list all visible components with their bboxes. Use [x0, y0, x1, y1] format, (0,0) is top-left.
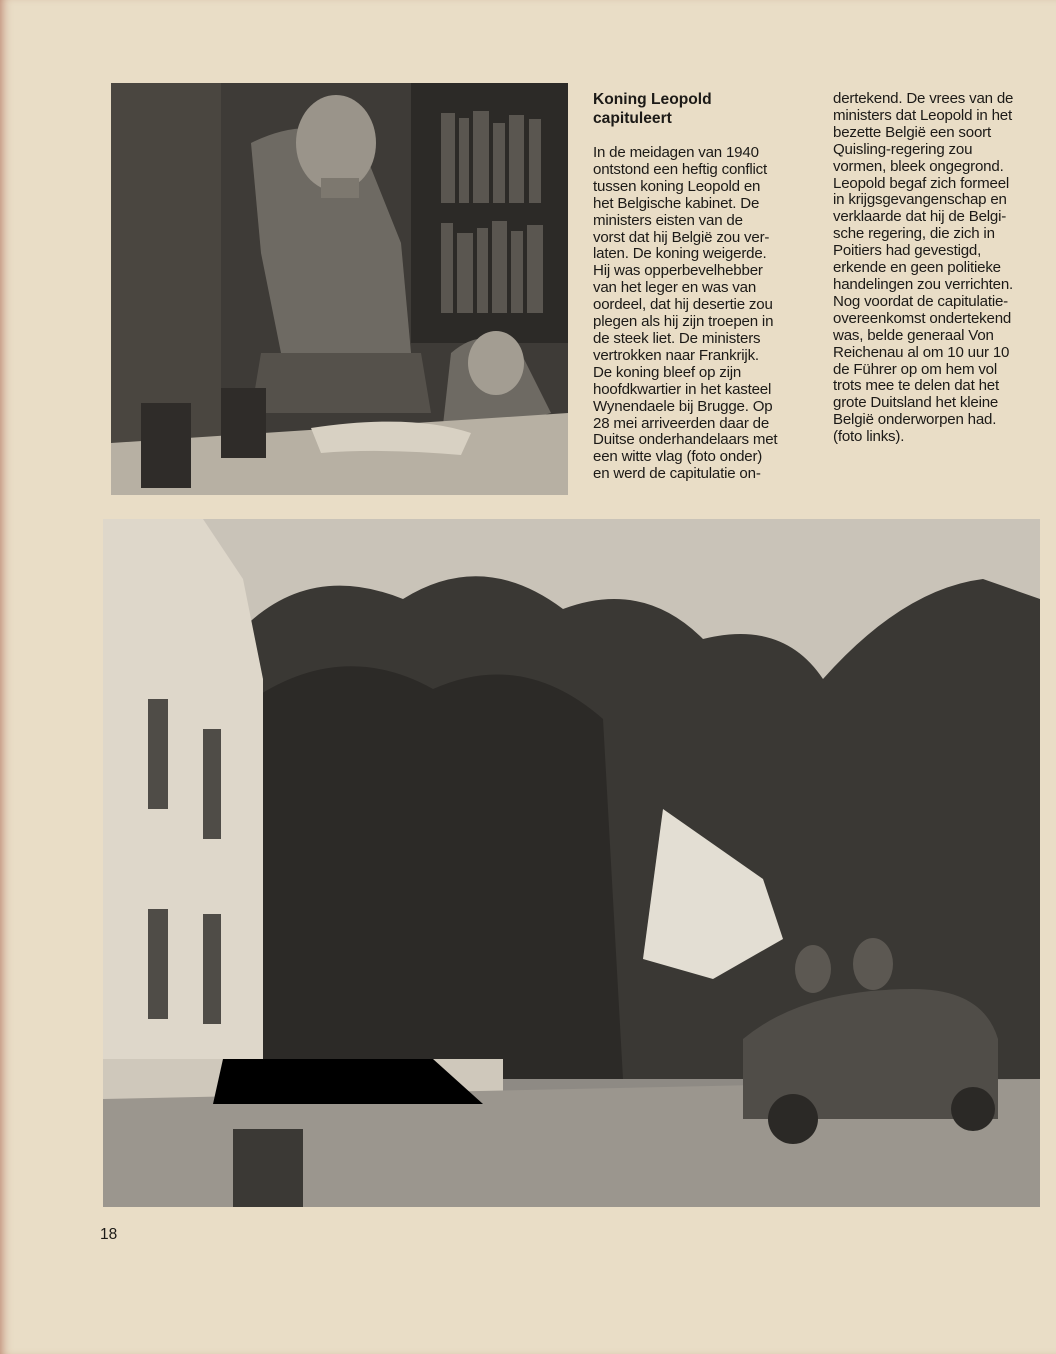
article-body-column-2: dertekend. De vrees van de ministers dat Leopold in het bezette België een soort Quisling-regering zou vormen, bleek ongegrond. Leopold begaf zich formeel in krijgsgevangenschap en verklaarde dat hij de Belgi- sche regering, die zich in Poitiers had gevestigd, erkende en geen politieke handelingen zou verrichten. Nog voordat de capitulatie- overeenkomst ondertekend was, belde generaal Von Reichenau al om 10 uur 10 de Führer op om hem vol trots mee te delen dat het grote Duitsland het kleine België onderworpen had. (foto links). [833, 90, 1014, 446]
article-title: Koning Leopold capituleert [593, 91, 712, 127]
photo-officers-telephone-image [111, 83, 568, 495]
photo-castle-white-flag-car [103, 519, 1040, 1207]
page-number: 18 [100, 1226, 118, 1243]
photo-officers-telephone [111, 83, 568, 495]
photo-castle-white-flag-car-image [103, 519, 1040, 1207]
article-body-column-1: In de meidagen van 1940 ontstond een heftig conflict tussen koning Leopold en het Belgische kabinet. De ministers eisten van de vorst dat hij België zou ver- laten. De koning weigerde. Hij was opperbevelhebber van het leger en was van oordeel, dat hij desertie zou plegen als hij zijn troepen in de steek liet. De ministers vertrokken naar Frankrijk. De koning bleef op zijn hoofdkwartier in het kasteel Wynendaele bij Brugge. Op 28 mei arriveerden daar de Duitse onderhandelaars met een witte vlag (foto onder) en werd de capitulatie on- [593, 144, 778, 483]
